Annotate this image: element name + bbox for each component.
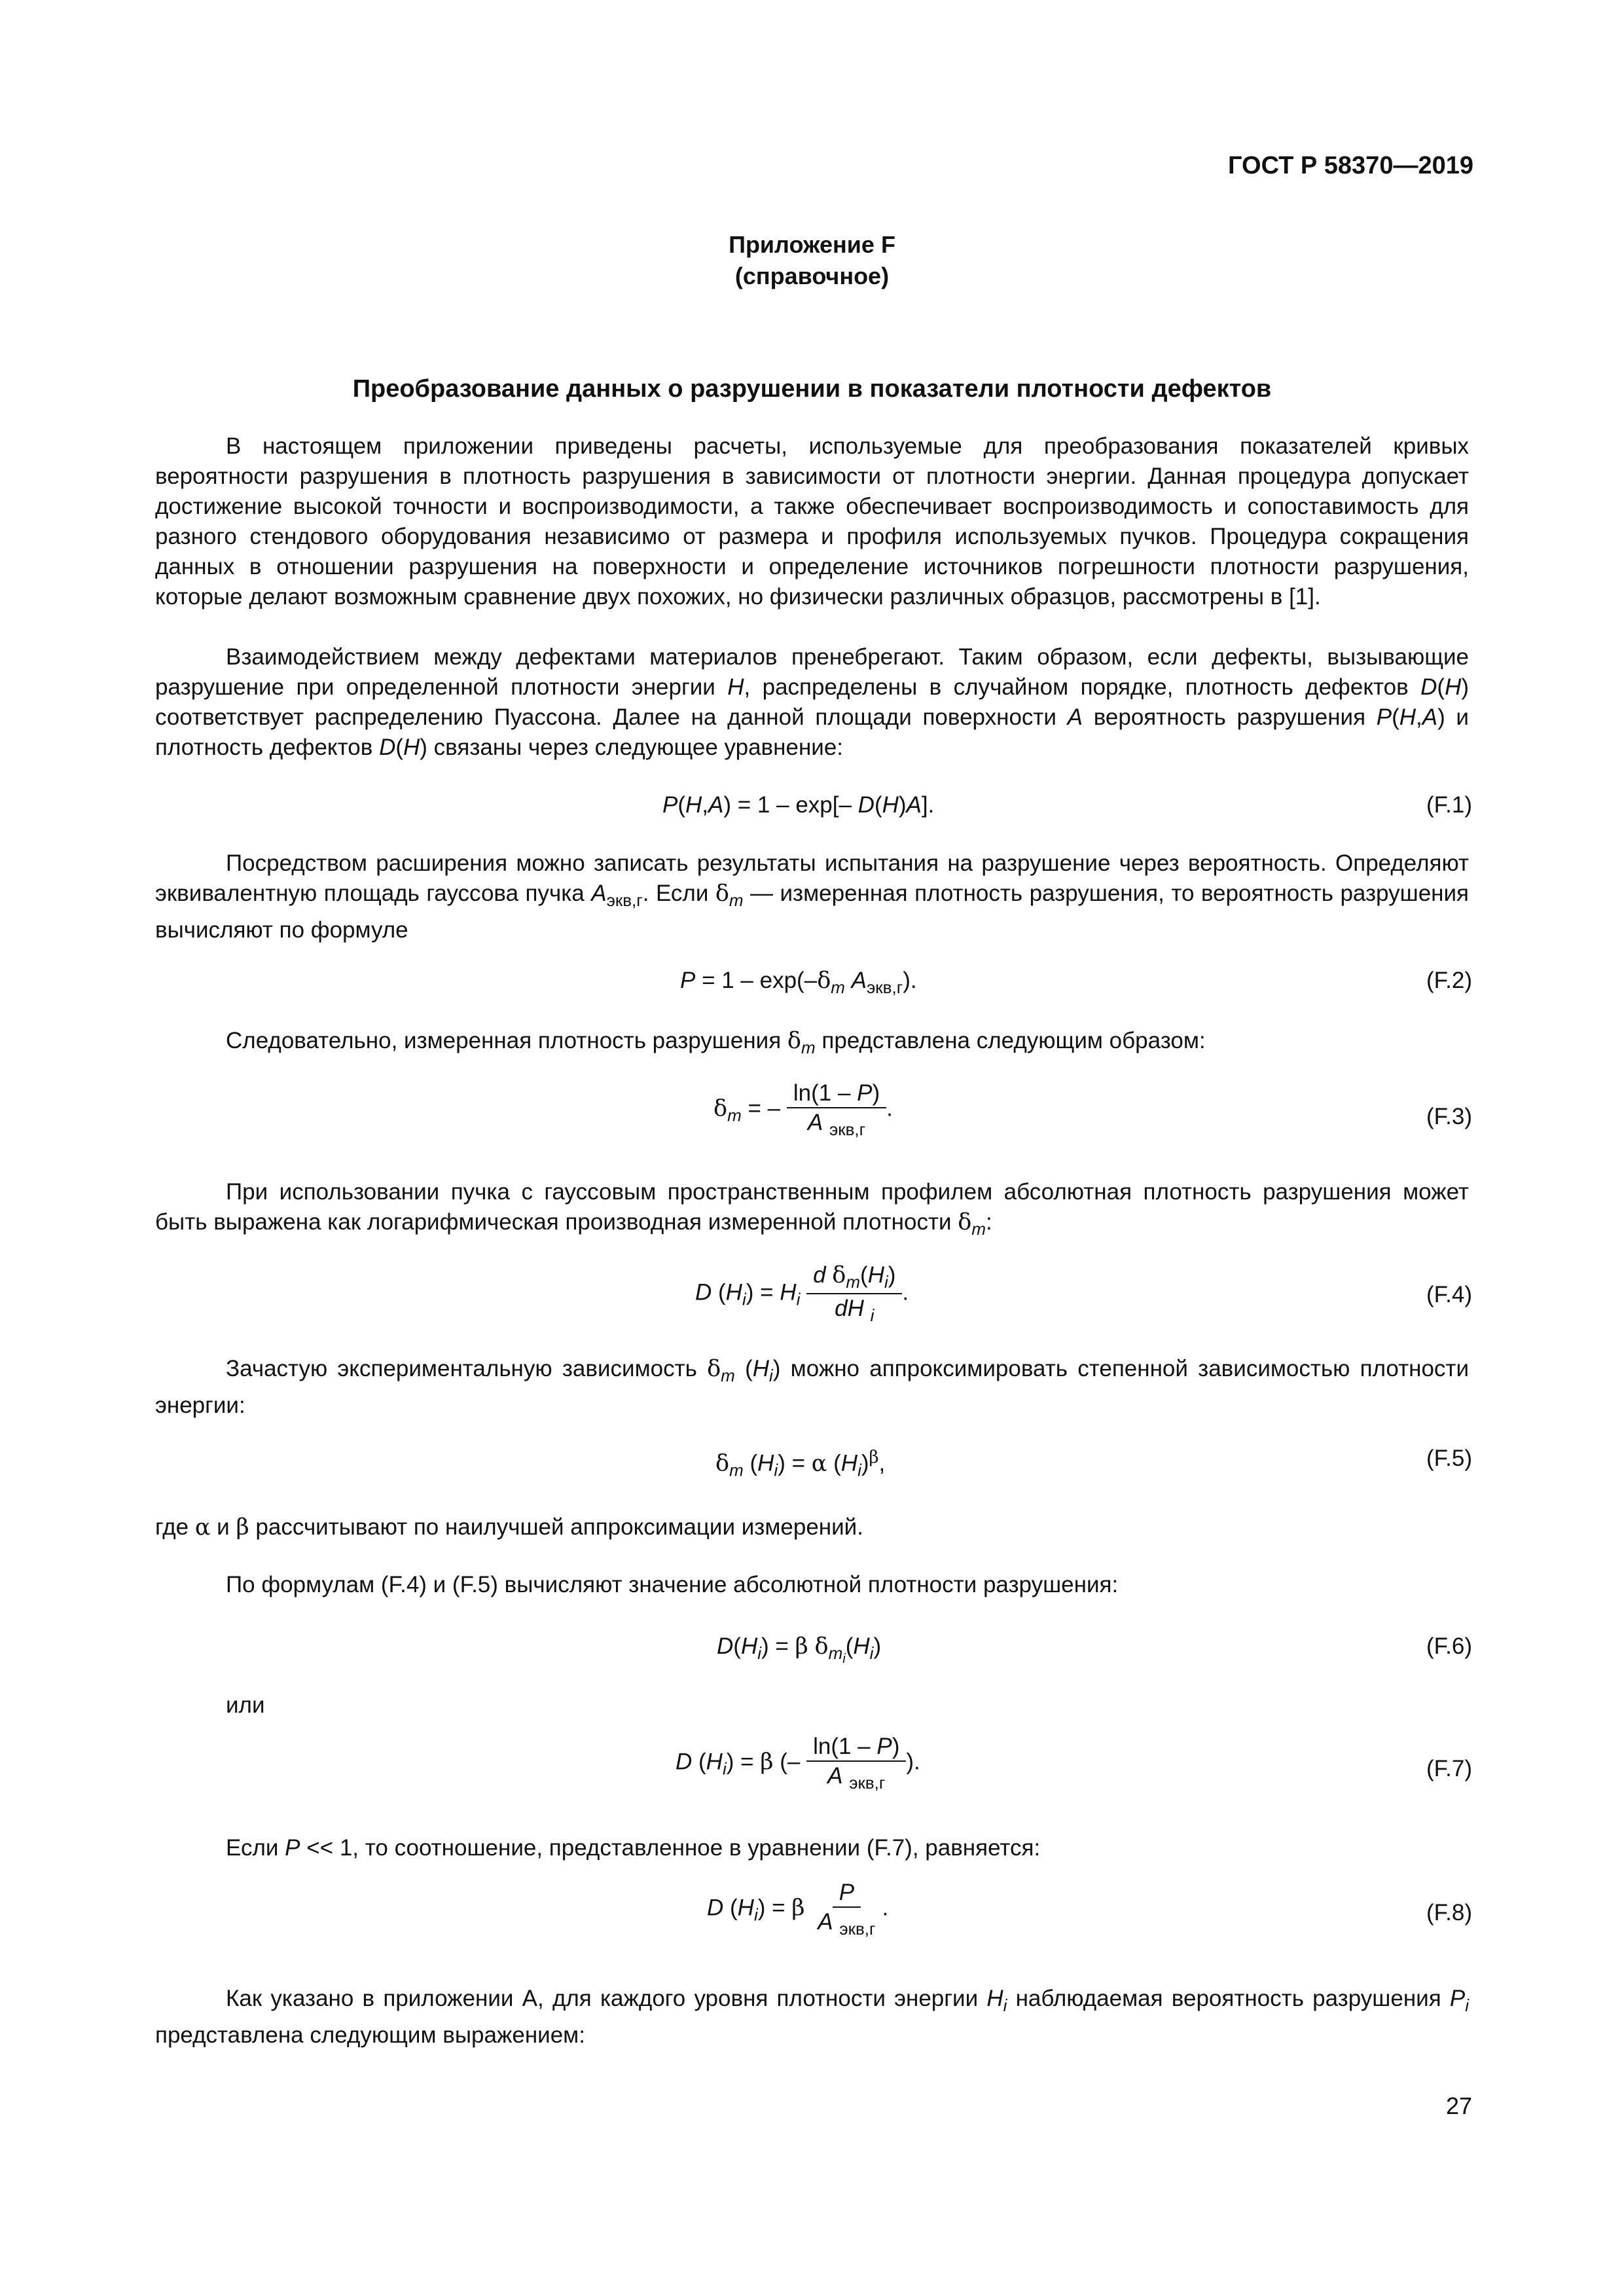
equation-number-f7: (F.7): [1426, 1756, 1472, 1781]
equation-f1: P(H,A) = 1 – exp[– D(H)A].: [662, 792, 935, 818]
paragraph-expansion: Посредством расширения можно записать результаты испытания на разрушение через вероятность. Определяют эквивалентную площадь гауссова пучка $A_{экв,г}$. Если $\delta_m$ — измеренная плотность разрушения, то вероятность разрушения вычисляют по формуле: [155, 850, 1469, 943]
equation-number-f4: (F.4): [1426, 1282, 1472, 1307]
equation-f3: $\delta_m$ = – $\frac{\ln(1 - P)}{A _{экв,г}}$ .: [713, 1080, 893, 1139]
equation-f4: D $(H_i) = H_i$ $\frac{d \delta_m(H_i)}{dH _i}$ .: [695, 1262, 909, 1325]
equation-f6: $D(H_i) = \beta$ $\delta_{m_i}(H_i)$: [717, 1633, 882, 1667]
equation-number-f2: (F.2): [1426, 968, 1472, 993]
equation-number-f3: (F.3): [1426, 1104, 1472, 1129]
equation-number-f6: (F.6): [1426, 1633, 1472, 1659]
equation-f2: $P = 1 - \exp(-\delta_m$ $A_{экв,г}$).: [680, 968, 917, 997]
equation-f7: D $(H_i) = \beta$ (– $\frac{\ln(1 - P)}{A _{экв,г}}$ ).: [676, 1734, 920, 1793]
paragraph-intro: В настоящем приложении приведены расчеты, используемые для преобразования показателей кривых вероятности разрушения в плотность разрушения в зависимости от плотности энергии. Данная процедура допускает достижение высокой точности и воспроизводимости, а также обеспечивает воспроизводимость и сопоставимость для разного стендового оборудования независимо от размера и профиля используемых пучков. Процедура сокращения данных в отношении разрушения на поверхности и определение источников погрешности плотности разрушения, которые делают возможным сравнение двух похожих, но физически различных образцов, рассмотрены в [1].: [155, 433, 1469, 610]
paragraph-observed-probability: Как указано в приложении А, для каждого уровня плотности энергии $H_i$ наблюдаемая вероятность разрушения $P_i$ представлена следующим выражением:: [155, 1986, 1470, 2048]
appendix-heading: [0, 229, 1624, 292]
paragraph-or: или: [226, 1692, 265, 1718]
appendix-kind: (справочное): [734, 263, 890, 289]
page-number: 27: [1445, 2092, 1472, 2119]
fraction-f7: $\frac{\ln(1 - P)}{A _{экв,г}}$: [806, 1735, 906, 1791]
equation-number-f5: (F.5): [1426, 1446, 1472, 1471]
fraction-f3: $\frac{\ln(1 - P)}{A _{экв,г}}$: [787, 1082, 886, 1138]
equation-f8: D $(H_i) = \beta$ $\frac{P}{A _{экв,г}}$ .: [707, 1880, 889, 1939]
equation-f5: $\delta_m$ $(H_i) = \alpha$ $(H_i)^\beta$,: [715, 1448, 886, 1480]
fraction-f8: $\frac{P}{A _{экв,г}}$: [818, 1880, 876, 1939]
paragraph-formulas: По формулам (F.4) и (F.5) вычисляют значение абсолютной плотности разрушения:: [226, 1572, 1119, 1597]
appendix-name: Приложение F: [729, 231, 895, 258]
equation-number-f1: (F.1): [1426, 792, 1472, 818]
document-id: ГОСТ Р 58370—2019: [1228, 152, 1473, 179]
paragraph-small-p: Если P << 1, то соотношение, представленное в уравнении (F.7), равняется:: [226, 1835, 1041, 1861]
paragraph-poisson: Взаимодействием между дефектами материалов пренебрегают. Таким образом, если дефекты, вызывающие разрушение при определенной плотности энергии H, распределены в случайном порядке, плотность дефектов D(H) соответствует распределению Пуассона. Далее на данной площади поверхности A вероятность разрушения P(H,A) и плотность дефектов D(H) связаны через следующее уравнение:: [155, 644, 1469, 760]
equation-number-f8: (F.8): [1426, 1900, 1472, 1925]
paragraph-power-law: Зачастую экспериментальную зависимость $\delta_m$ $(H_i)$ можно аппроксимировать степенной зависимостью плотности энергии:: [155, 1356, 1470, 1418]
paragraph-gaussian-profile: При использовании пучка с гауссовым пространственным профилем абсолютная плотность разрушения может быть выражена как логарифмическая производная измеренной плотности $\delta_m$:: [155, 1179, 1469, 1239]
paragraph-alpha-beta: где α и β рассчитывают по наилучшей аппроксимации измерений.: [155, 1514, 863, 1540]
fraction-f4: $\frac{d \delta_m(H_i)}{dH _i}$: [806, 1264, 902, 1324]
paragraph-measured-density: Следовательно, измеренная плотность разрушения $\delta_m$ представлена следующим образом:: [226, 1028, 1206, 1057]
section-title: Преобразование данных о разрушении в показатели плотности дефектов: [352, 375, 1272, 403]
